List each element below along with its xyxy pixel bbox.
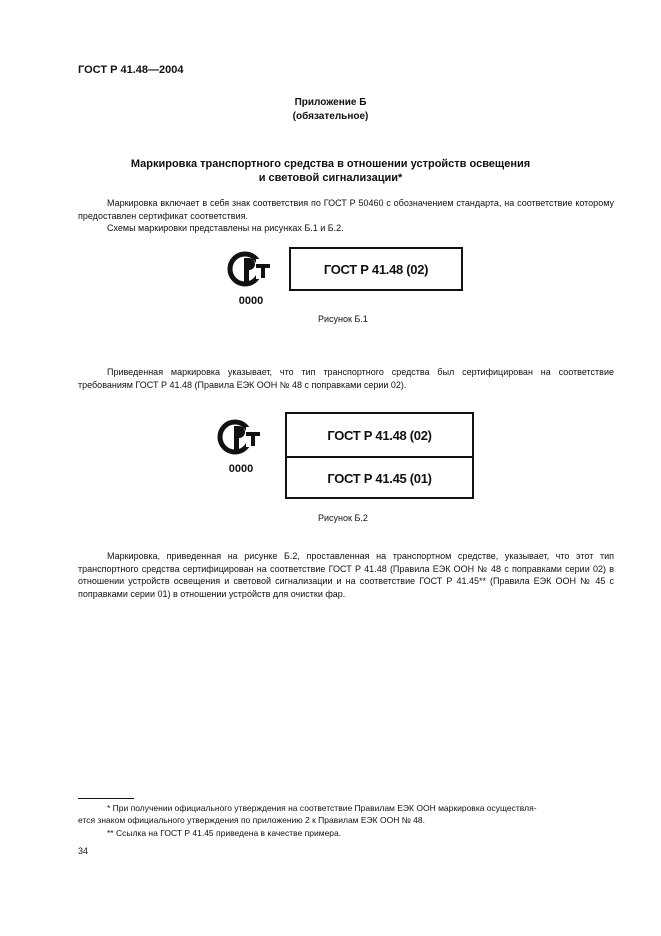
footnote-1-line1: * При получении официального утверждения на соответствие Правилам ЕЭК ООН маркировка осуществля- xyxy=(107,803,537,813)
appendix-title: Приложение Б xyxy=(294,97,367,108)
section-title-line1: Маркировка транспортного средства в отношении устройств освещения xyxy=(130,158,531,170)
certification-mark-logo-2 xyxy=(216,418,266,474)
figure-1-caption: Рисунок Б.1 xyxy=(318,314,368,324)
document-code: ГОСТ Р 41.48—2004 xyxy=(78,64,184,76)
paragraph-4: Маркировка, приведенная на рисунке Б.2, проставленная на транспортном средстве, указывает, что этот тип транспортного средства сертифицирован на соответствие ГОСТ Р 41.48 (Правила ЕЭК ООН № 48 с поправками серии 02) в отношении устройств освещения и световой сигнализации и на соответствие ГОСТ Р 41.45** (Правила ЕЭК ООН № 45 с поправками серии 01) в отношении устройств для очистки фар. xyxy=(78,551,614,599)
rst-mark-icon xyxy=(216,418,266,462)
certification-mark-logo xyxy=(226,250,276,306)
paragraph-1: Маркировка включает в себя знак соответствия по ГОСТ Р 50460 с обозначением стандарта, на соответствие которому предоставлен сертификат соответствия. xyxy=(78,198,614,221)
appendix-heading xyxy=(0,96,661,124)
marking-box-2-row1-text: ГОСТ Р 41.48 (02) xyxy=(327,427,432,443)
page-number: 34 xyxy=(78,846,89,856)
appendix-status: (обязательное) xyxy=(292,111,369,122)
marking-box-1-text: ГОСТ Р 41.48 (02) xyxy=(323,261,429,277)
footnote-2: ** Ссылка на ГОСТ Р 41.45 приведена в качестве примера. xyxy=(107,828,342,838)
rst-mark-icon xyxy=(226,250,276,294)
marking-box-2-row2-text: ГОСТ Р 41.45 (01) xyxy=(327,471,432,486)
marking-box-2-row2 xyxy=(287,458,472,499)
marking-box-2 xyxy=(285,412,474,499)
paragraph-3: Приведенная маркировка указывает, что тип транспортного средства был сертифицирован на соответствие требованиям ГОСТ Р 41.48 (Правила ЕЭК ООН № 48 с поправками серии 02). xyxy=(78,367,614,390)
footnote-1 xyxy=(78,803,614,826)
footnote-separator xyxy=(78,798,134,799)
logo-code: 0000 xyxy=(228,463,254,475)
footnote-1-line2: ется знаком официального утверждения по приложению 2 к Правилам ЕЭК ООН № 48. xyxy=(78,814,425,825)
logo-code: 0000 xyxy=(238,295,264,307)
section-title-line2: и световой сигнализации* xyxy=(258,172,403,184)
marking-box-1 xyxy=(289,247,463,291)
paragraph-2: Схемы маркировки представлены на рисунках Б.1 и Б.2. xyxy=(107,223,344,233)
marking-box-2-row1 xyxy=(287,414,472,458)
section-title xyxy=(0,157,661,185)
figure-2-caption: Рисунок Б.2 xyxy=(318,513,368,523)
